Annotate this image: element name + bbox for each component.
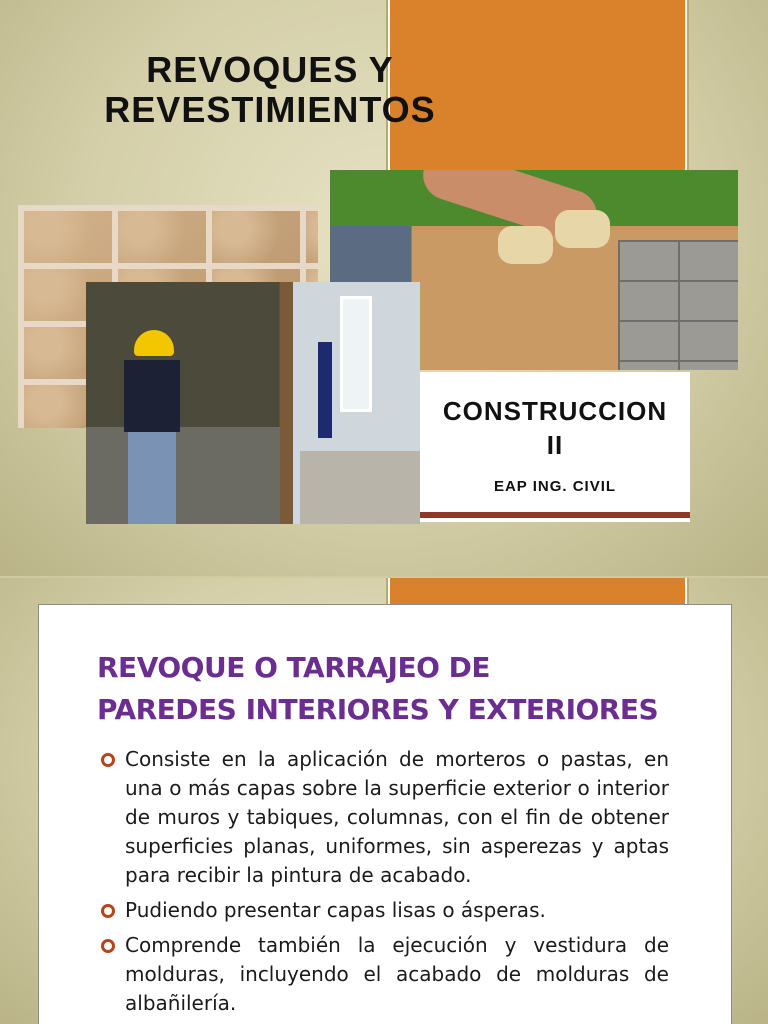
section-heading-line1: REVOQUE O TARRAJEO DE bbox=[97, 651, 490, 684]
rough-wall bbox=[86, 427, 280, 524]
section-heading bbox=[97, 647, 697, 731]
course-title-line1: CONSTRUCCION bbox=[442, 396, 668, 426]
bullet-circle-icon bbox=[101, 939, 115, 953]
hard-hat-icon bbox=[134, 330, 174, 356]
content-slide bbox=[0, 578, 768, 1024]
content-box bbox=[38, 604, 732, 1024]
bullet-text: Pudiendo presentar capas lisas o ásperas. bbox=[125, 898, 546, 922]
concrete-blocks bbox=[618, 240, 738, 370]
worker-shirt bbox=[124, 360, 180, 432]
slide-title-line1: REVOQUES Y bbox=[146, 49, 394, 90]
worker-figure bbox=[124, 330, 180, 524]
background-worker bbox=[318, 342, 332, 438]
glove-left bbox=[498, 226, 553, 264]
course-title bbox=[420, 394, 690, 462]
worker-jeans bbox=[128, 432, 176, 524]
floor bbox=[300, 451, 420, 524]
bullet-text: Consiste en la aplicación de morteros o pastas, en una o más capas sobre la superficie exterior o interior de muros y tabiques, columnas, con el fin de obtener superficies planas, uniformes, sin asperezas y aptas para recibir la pintura de acabado. bbox=[125, 747, 669, 887]
school-name: EAP ING. CIVIL bbox=[493, 478, 617, 495]
course-card bbox=[420, 372, 690, 522]
course-title-line2: II bbox=[546, 430, 564, 460]
slide-title-line2: REVESTIMIENTOS bbox=[104, 89, 436, 130]
section-heading-line2: PAREDES INTERIORES Y EXTERIORES bbox=[97, 693, 659, 726]
list-item bbox=[99, 745, 669, 890]
bullet-circle-icon bbox=[101, 753, 115, 767]
bullet-text: Comprende también la ejecución y vestidura de molduras, incluyendo el acabado de molduras de albañilería. bbox=[125, 933, 669, 1015]
bullet-circle-icon bbox=[101, 904, 115, 918]
list-item bbox=[99, 896, 669, 925]
glove-right bbox=[555, 210, 610, 248]
interior-plaster-worker-photo bbox=[86, 282, 420, 524]
slide-title bbox=[40, 50, 500, 130]
card-accent-bar bbox=[420, 512, 690, 518]
window bbox=[340, 296, 372, 412]
list-item bbox=[99, 931, 669, 1018]
bullet-list bbox=[99, 745, 669, 1024]
